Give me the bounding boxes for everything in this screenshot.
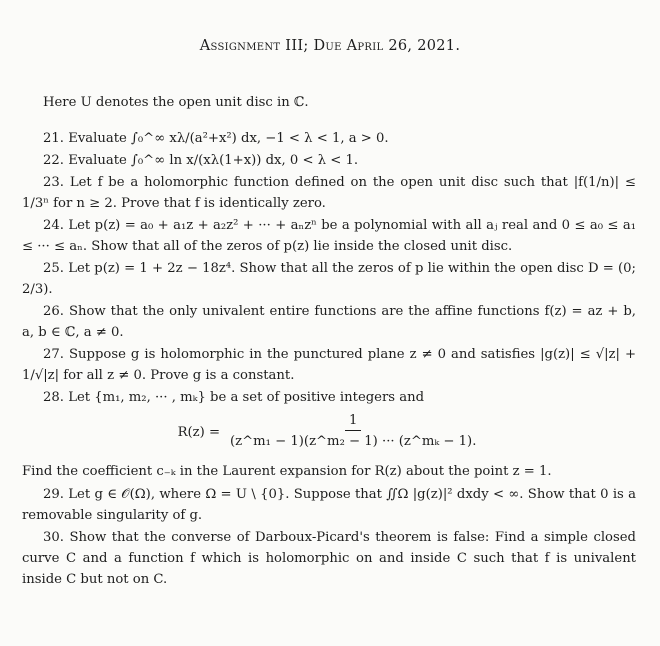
problem-number: 23. xyxy=(43,175,64,190)
problem-text: Show that the converse of Darboux-Picard's theorem is false: Find a simple closed curve C and a function f which is holomorphic on and inside C such that f is univalent inside C but not on C. xyxy=(22,530,636,587)
problem-29 xyxy=(22,484,636,526)
equation-fraction xyxy=(226,412,480,453)
problem-text: Let g ∈ 𝒪(Ω), where Ω = U \ {0}. Suppose that ∬Ω |g(z)|² dxdy < ∞. Show that 0 is a removable singularity of g. xyxy=(22,487,636,523)
problem-25 xyxy=(22,258,636,300)
problem-24 xyxy=(22,215,636,257)
problem-text: Let f be a holomorphic function defined on the open unit disc such that |f(1/n)| ≤ 1/3ⁿ for n ≥ 2. Prove that f is identically zero. xyxy=(22,175,636,211)
problem-number: 27. xyxy=(43,347,64,362)
problem-23 xyxy=(22,172,636,214)
problem-number: 28. xyxy=(43,390,64,405)
equation-lhs: R(z) = xyxy=(177,425,221,440)
problem-text: Evaluate ∫₀^∞ xλ/(a²+x²) dx, −1 < λ < 1, a > 0. xyxy=(68,131,389,146)
problem-number: 21. xyxy=(43,131,64,146)
problem-text: Show that the only univalent entire functions are the affine functions f(z) = az + b, a, b ∈ ℂ, a ≠ 0. xyxy=(22,304,636,340)
intro-text: Here U denotes the open unit disc in ℂ. xyxy=(43,95,309,110)
problem-number: 25. xyxy=(43,261,64,276)
problem-text: Suppose g is holomorphic in the punctured plane z ≠ 0 and satisfies |g(z)| ≤ √|z| + 1/√|z| for all z ≠ 0. Prove g is a constant. xyxy=(22,347,636,383)
problem-list xyxy=(22,128,636,591)
display-equation xyxy=(22,412,636,453)
equation-denominator: (z^m₁ − 1)(z^m₂ − 1) ··· (z^mₖ − 1). xyxy=(230,434,477,449)
problem-number: 30. xyxy=(43,530,64,545)
problem-number: 22. xyxy=(43,153,64,168)
problem-27 xyxy=(22,344,636,386)
problem-28-followup: Find the coefficient c₋ₖ in the Laurent expansion for R(z) about the point z = 1. xyxy=(22,464,552,479)
problem-text: Let {m₁, m₂, ··· , mₖ} be a set of positive integers and xyxy=(68,390,425,405)
problem-text: Let p(z) = 1 + 2z − 18z⁴. Show that all the zeros of p lie within the open disc D = (0; 2/3). xyxy=(22,261,636,297)
problem-21 xyxy=(22,128,636,149)
problem-30 xyxy=(22,527,636,590)
problem-number: 29. xyxy=(43,487,64,502)
problem-number: 26. xyxy=(43,304,64,319)
problem-text: Evaluate ∫₀^∞ ln x/(xλ(1+x)) dx, 0 < λ < 1. xyxy=(68,153,359,168)
problem-number: 24. xyxy=(43,218,64,233)
problem-26 xyxy=(22,301,636,343)
problem-text: Let p(z) = a₀ + a₁z + a₂z² + ··· + aₙzⁿ be a polynomial with all aⱼ real and 0 ≤ a₀ ≤ a₁ ≤ ··· ≤ aₙ. Show that all of the zeros of p(z) lie inside the closed unit disc. xyxy=(22,218,636,254)
page-title: Assignment III; Due April 26, 2021. xyxy=(199,38,461,54)
problem-22 xyxy=(22,150,636,171)
problem-28 xyxy=(22,387,636,408)
equation-numerator: 1 xyxy=(345,412,361,431)
